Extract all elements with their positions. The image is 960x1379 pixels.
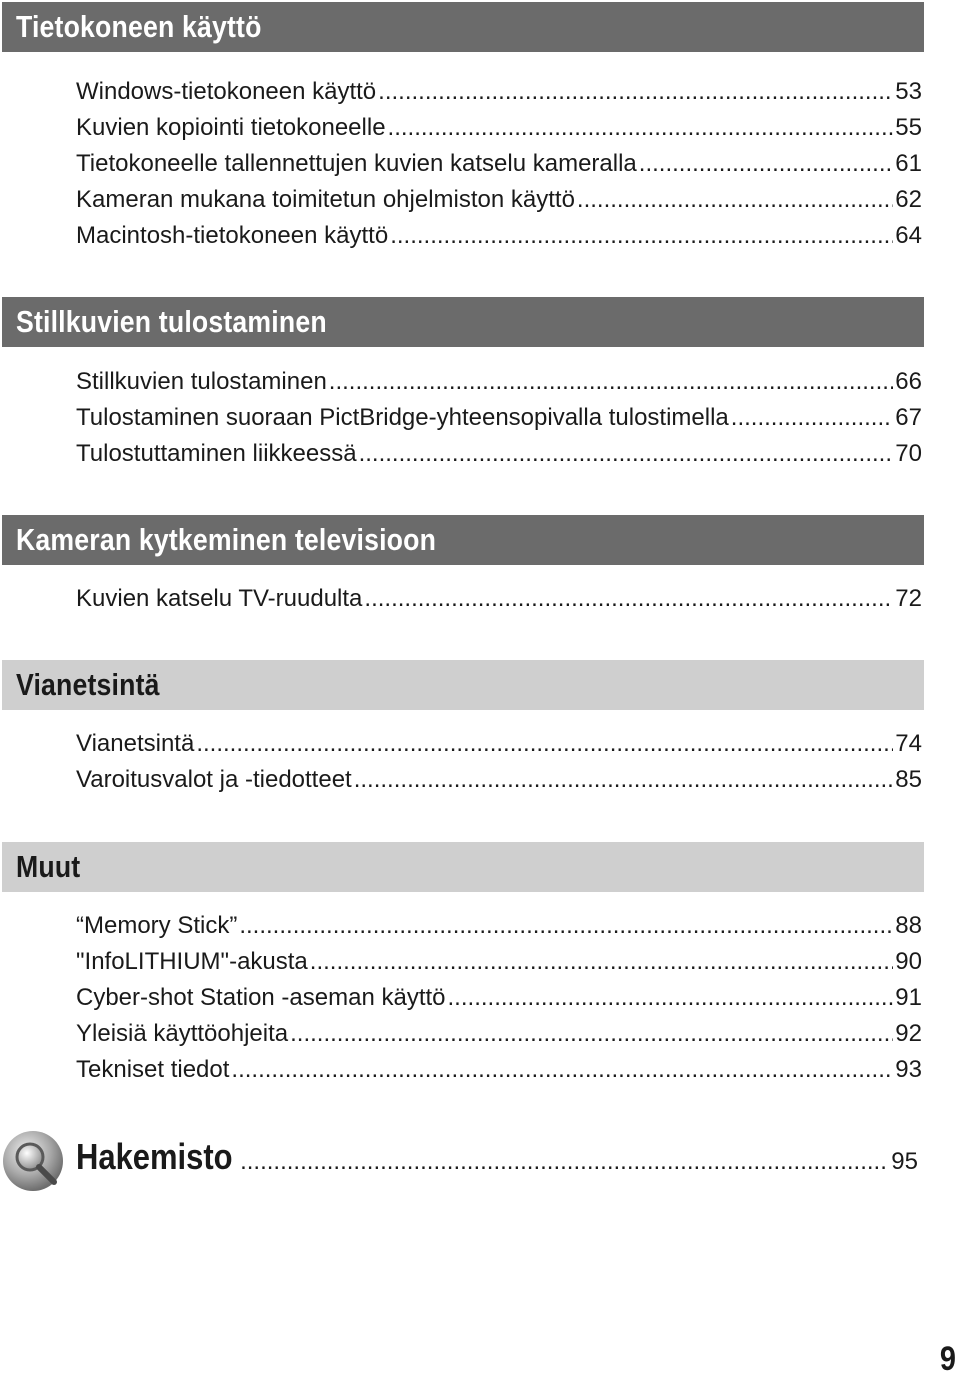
- section-title: Stillkuvien tulostaminen: [16, 304, 327, 339]
- toc-entry[interactable]: [76, 364, 922, 400]
- section-entries-computer-use: [76, 74, 922, 254]
- toc-entry-label: Tulostaminen suoraan PictBridge-yhteensopivalla tulostimella: [76, 404, 729, 431]
- section-entries-tv-connection: [76, 581, 922, 617]
- section-header-computer-use: [2, 2, 924, 52]
- toc-entry-label: Stillkuvien tulostaminen: [76, 368, 327, 395]
- toc-entry-page: 55: [895, 114, 922, 141]
- dot-leader: [329, 364, 894, 400]
- toc-entry-page: 70: [895, 440, 922, 467]
- toc-entry-page: 61: [895, 150, 922, 177]
- toc-entry-page: 67: [895, 404, 922, 431]
- toc-entry-label: Tekniset tiedot: [76, 1056, 230, 1083]
- toc-entry-label: Yleisiä käyttöohjeita: [76, 1020, 289, 1047]
- dot-leader: [577, 182, 893, 218]
- section-title: Vianetsintä: [16, 667, 160, 702]
- toc-entry-label: Kuvien katselu TV-ruudulta: [76, 585, 363, 612]
- toc-entry-label: Tulostuttaminen liikkeessä: [76, 440, 357, 467]
- dot-leader: [240, 1148, 887, 1176]
- index-entry: [76, 1136, 918, 1178]
- toc-entry[interactable]: [76, 581, 922, 617]
- dot-leader: [359, 436, 894, 472]
- page-number: 9: [939, 1340, 956, 1378]
- toc-entry-page: 72: [895, 585, 922, 612]
- dot-leader: [354, 762, 894, 798]
- toc-entry-label: Kuvien kopiointi tietokoneelle: [76, 114, 386, 141]
- toc-entry-page: 91: [895, 984, 922, 1011]
- toc-entry-label: Macintosh-tietokoneen käyttö: [76, 222, 389, 249]
- dot-leader: [639, 146, 894, 182]
- section-title: Kameran kytkeminen televisioon: [16, 522, 437, 557]
- toc-entry[interactable]: [76, 110, 922, 146]
- dot-leader: [231, 1052, 893, 1088]
- toc-entry-page: 62: [895, 186, 922, 213]
- toc-entry[interactable]: [76, 146, 922, 182]
- dot-leader: [378, 74, 893, 110]
- toc-entry[interactable]: [76, 74, 922, 110]
- index-row[interactable]: [0, 1128, 922, 1194]
- section-entries-troubleshooting: [76, 726, 922, 798]
- toc-entry-label: Windows-tietokoneen käyttö: [76, 78, 377, 105]
- toc-entry[interactable]: [76, 182, 922, 218]
- toc-entry-page: 85: [895, 766, 922, 793]
- dot-leader: [290, 1016, 893, 1052]
- section-header-tv-connection: [2, 515, 924, 565]
- dot-leader: [239, 908, 893, 944]
- magnifier-icon: [2, 1130, 64, 1192]
- dot-leader: [390, 218, 893, 254]
- dot-leader: [731, 400, 894, 436]
- toc-entry[interactable]: [76, 1052, 922, 1088]
- section-header-troubleshooting: [2, 660, 924, 710]
- toc-entry[interactable]: [76, 1016, 922, 1052]
- toc-entry-label: Tietokoneelle tallennettujen kuvien katselu kameralla: [76, 150, 637, 177]
- section-entries-printing: [76, 364, 922, 472]
- toc-entry[interactable]: [76, 726, 922, 762]
- dot-leader: [388, 110, 894, 146]
- toc-entry-label: Cyber-shot Station -aseman käyttö: [76, 984, 446, 1011]
- section-header-other: [2, 842, 924, 892]
- toc-entry-page: 66: [895, 368, 922, 395]
- toc-entry[interactable]: [76, 762, 922, 798]
- dot-leader: [448, 980, 894, 1016]
- toc-entry-page: 64: [895, 222, 922, 249]
- toc-entry[interactable]: [76, 980, 922, 1016]
- dot-leader: [196, 726, 893, 762]
- dot-leader: [310, 944, 894, 980]
- toc-entry-label: “Memory Stick”: [76, 912, 238, 939]
- section-title: Muut: [16, 849, 81, 884]
- toc-entry-label: "InfoLITHIUM"-akusta: [76, 948, 308, 975]
- toc-entry-page: 92: [895, 1020, 922, 1047]
- toc-entry[interactable]: [76, 908, 922, 944]
- toc-entry-page: 90: [895, 948, 922, 975]
- toc-entry[interactable]: [76, 944, 922, 980]
- section-header-printing: [2, 297, 924, 347]
- section-entries-other: [76, 908, 922, 1088]
- toc-entry[interactable]: [76, 436, 922, 472]
- toc-entry[interactable]: [76, 400, 922, 436]
- toc-entry-label: Varoitusvalot ja -tiedotteet: [76, 766, 352, 793]
- toc-entry-page: 74: [895, 730, 922, 757]
- index-page: 95: [891, 1148, 918, 1175]
- section-title: Tietokoneen käyttö: [16, 9, 262, 44]
- toc-entry-page: 93: [895, 1056, 922, 1083]
- toc-entry-page: 53: [895, 78, 922, 105]
- toc-entry-label: Kameran mukana toimitetun ohjelmiston käyttö: [76, 186, 575, 213]
- toc-entry[interactable]: [76, 218, 922, 254]
- toc-entry-page: 88: [895, 912, 922, 939]
- dot-leader: [364, 581, 893, 617]
- toc-entry-label: Vianetsintä: [76, 730, 195, 757]
- index-label: Hakemisto: [76, 1136, 233, 1177]
